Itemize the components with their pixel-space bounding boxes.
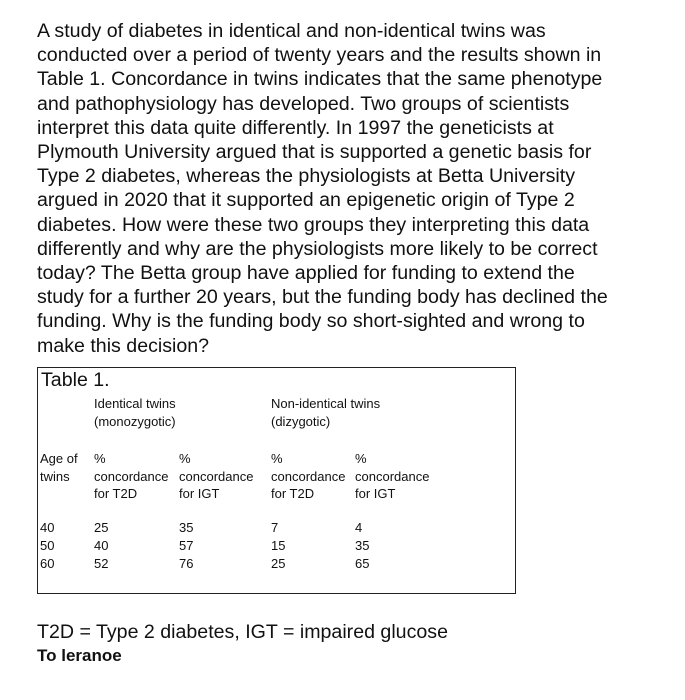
- group-header-nonidentical: Non-identical twins (dizygotic): [271, 396, 381, 429]
- footnote: T2D = Type 2 diabetes, IGT = impaired glucose: [37, 621, 448, 643]
- paragraph-line: A study of diabetes in identical and non-identical twins was: [37, 20, 546, 42]
- table-cell-nonidentical-t2d: 15: [271, 538, 286, 553]
- table-cell-nonidentical-igt: 65: [355, 556, 370, 571]
- table-cell-age: 50: [40, 538, 55, 553]
- footnote-bold: To leranoe: [37, 646, 122, 665]
- table-cell-age: 60: [40, 556, 55, 571]
- table-caption: Table 1.: [41, 369, 110, 391]
- paragraph-line: diabetes. How were these two groups they interpreting this data: [37, 213, 590, 236]
- group-header-identical: Identical twins (monozygotic): [94, 396, 176, 429]
- col-header-identical-t2d: % concordance for T2D: [94, 451, 169, 501]
- paragraph-line: differently and why are the physiologists more likely to be correct: [37, 237, 598, 260]
- col-header-age: Age of twins: [40, 451, 78, 484]
- question-paragraph: [37, 19, 667, 358]
- paragraph-line: make this decision?: [37, 334, 210, 357]
- paragraph-line: study for a further 20 years, but the funding body has declined the: [37, 286, 608, 309]
- col-header-nonidentical-t2d: % concordance for T2D: [271, 451, 346, 501]
- paragraph-line: funding. Why is the funding body so short-sighted and wrong to: [37, 310, 585, 333]
- table-cell-age: 40: [40, 520, 55, 535]
- table-cell-nonidentical-igt: 4: [355, 520, 363, 535]
- col-header-nonidentical-igt: % concordance for IGT: [355, 451, 430, 501]
- table-cell-nonidentical-igt: 35: [355, 538, 370, 553]
- paragraph-line: and pathophysiology has developed. Two groups of scientists: [37, 92, 570, 115]
- table-cell-identical-t2d: 52: [94, 556, 109, 571]
- table-cell-nonidentical-t2d: 25: [271, 556, 286, 571]
- paragraph-line: argued in 2020 that it supported an epigenetic origin of Type 2: [37, 189, 575, 212]
- col-header-identical-igt: % concordance for IGT: [179, 451, 254, 501]
- table-cell-identical-t2d: 40: [94, 538, 109, 553]
- table-cell-identical-igt: 76: [179, 556, 194, 571]
- paragraph-line: interpret this data quite differently. In 1997 the geneticists at: [37, 116, 554, 139]
- paragraph-line: today? The Betta group have applied for funding to extend the: [37, 262, 575, 285]
- paragraph-line: conducted over a period of twenty years and the results shown in: [37, 44, 602, 67]
- table-cell-identical-igt: 57: [179, 538, 194, 553]
- twin-study-table: [37, 367, 516, 594]
- table-cell-nonidentical-t2d: 7: [271, 520, 279, 535]
- paragraph-line: Type 2 diabetes, whereas the physiologists at Betta University: [37, 165, 576, 188]
- paragraph-line: Table 1. Concordance in twins indicates that the same phenotype: [37, 68, 603, 91]
- paragraph-line: Plymouth University argued that is supported a genetic basis for: [37, 141, 592, 164]
- table-cell-identical-igt: 35: [179, 520, 194, 535]
- table-cell-identical-t2d: 25: [94, 520, 109, 535]
